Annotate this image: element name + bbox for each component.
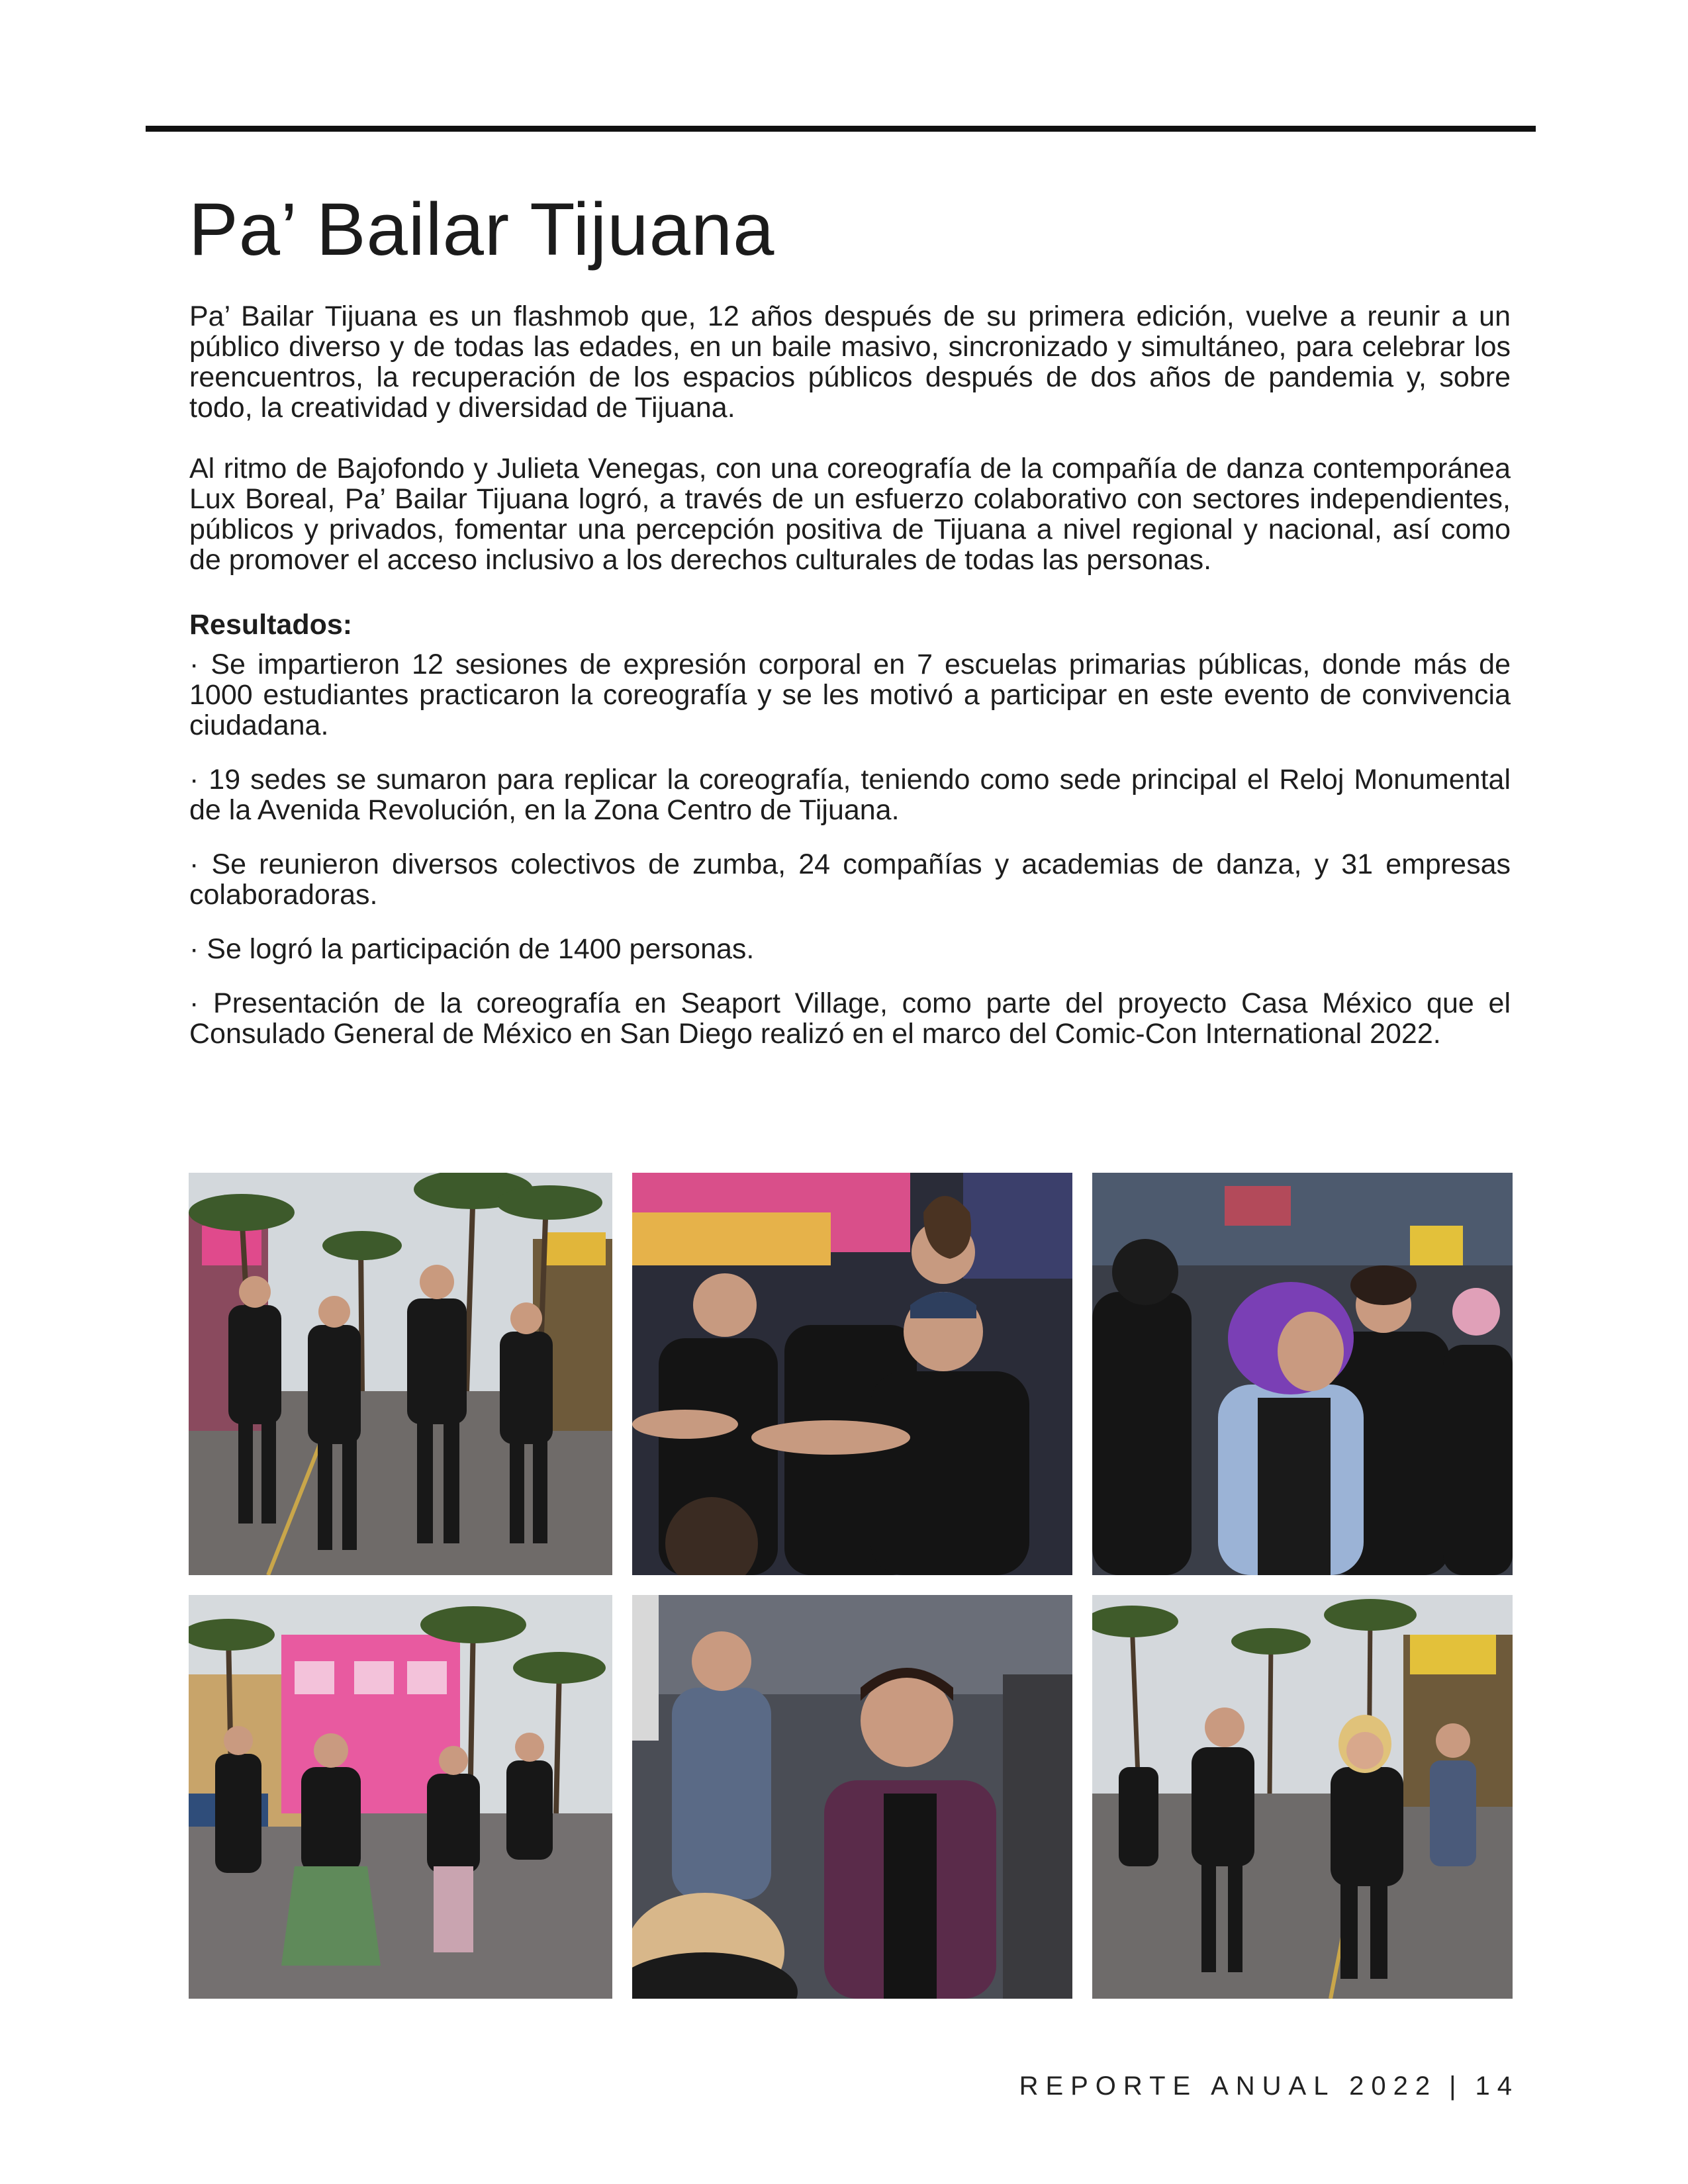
result-item: · Se impartieron 12 sesiones de expresión corporal en 7 escuelas primarias públicas, donde más de 1000 estudiantes practicaron la coreografía y se les motivó a participar en este evento de convivencia ciudadana. <box>189 649 1511 741</box>
result-item: · Se reunieron diversos colectivos de zumba, 24 compañías y academias de danza, y 31 empresas colaboradoras. <box>189 848 1511 911</box>
description-paragraph: Al ritmo de Bajofondo y Julieta Venegas, con una coreografía de la compañía de danza contemporánea Lux Boreal, Pa’ Bailar Tijuana logró, a través de un esfuerzo colaborativo con sectores independientes, públicos y privados, fomentar una percepción positiva de Tijuana a nivel regional y nacional, así como de promover el acceso inclusivo a los derechos culturales de todas las personas. <box>189 453 1511 576</box>
results-heading: Resultados: <box>189 609 353 641</box>
photo-purple-jacket-man <box>632 1595 1072 1999</box>
intro-paragraph: Pa’ Bailar Tijuana es un flashmob que, 12 años después de su primera edición, vuelve a reunir a un público diverso y de todas las edades, en un baile masivo, sincronizado y simultáneo, para celebrar los reencuentros, la recuperación de los espacios públicos después de dos años de pandemia y, sobre todo, la creatividad y diversidad de Tijuana. <box>189 300 1511 424</box>
photo-street-dancers <box>189 1173 612 1575</box>
result-item: · Se logró la participación de 1400 personas. <box>189 933 755 965</box>
footer-separator: | <box>1449 2071 1464 2101</box>
result-item: · 19 sedes se sumaron para replicar la coreografía, teniendo como sede principal el Reloj Monumental de la Avenida Revolución, en la Zona Centro de Tijuana. <box>189 764 1511 826</box>
photo-women-dancing <box>1092 1595 1513 1999</box>
photo-pink-buildings-street <box>189 1595 612 1999</box>
page-title: Pa’ Bailar Tijuana <box>189 188 775 271</box>
report-label: REPORTE ANUAL 2022 <box>1019 2071 1438 2101</box>
result-item: · Presentación de la coreografía en Seaport Village, como parte del proyecto Casa México que el Consulado General de México en San Diego realizó en el marco del Comic-Con International 2022. <box>189 987 1511 1050</box>
top-rule <box>146 126 1536 132</box>
main-content <box>189 301 1511 1073</box>
photo-man-with-child <box>632 1173 1072 1575</box>
photo-purple-hair-dancer <box>1092 1173 1513 1575</box>
page-footer <box>1019 2071 1519 2101</box>
page-number: 14 <box>1475 2071 1519 2101</box>
